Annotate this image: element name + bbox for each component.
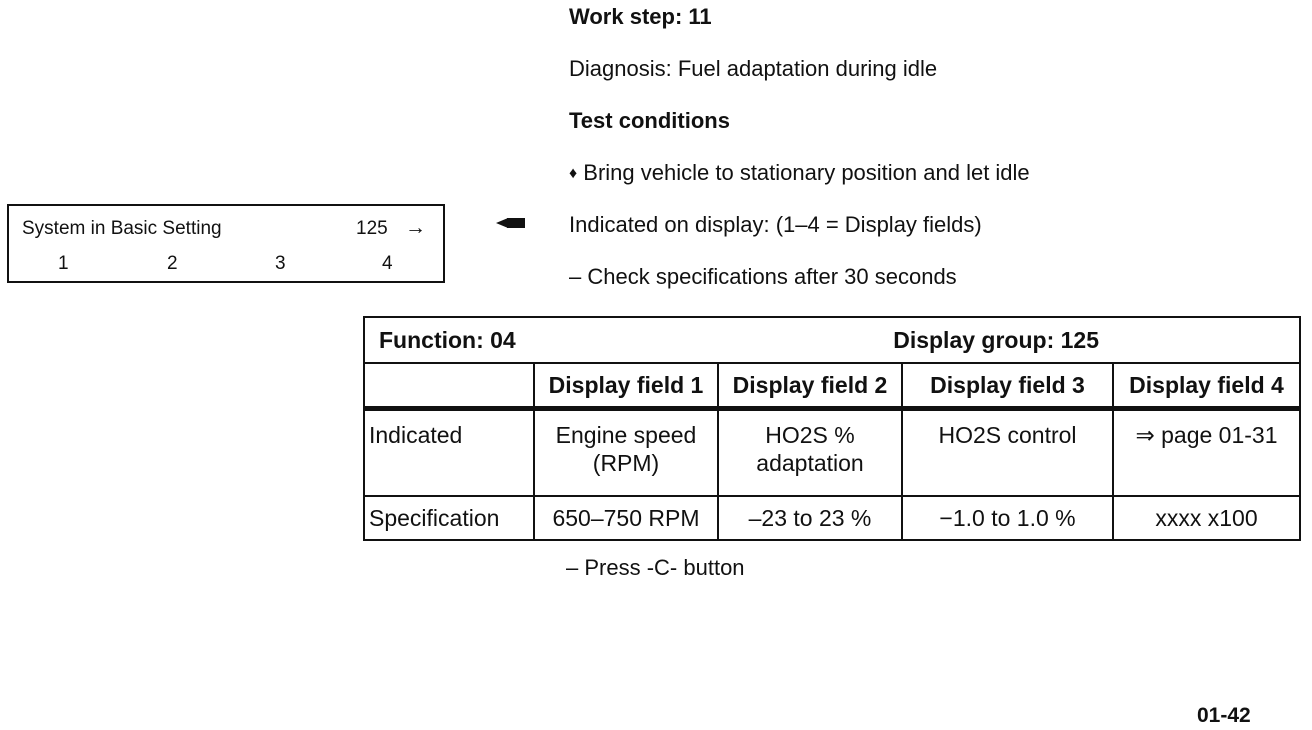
header-field-3: Display field 3 [902,363,1113,409]
function-label: Function: 04 [379,326,516,353]
display-text: System in Basic Setting [22,218,222,239]
indicated-field-2-line-2: adaptation [756,450,864,476]
display-field-3: 3 [275,253,286,274]
table-header-row [364,363,1300,409]
specification-table [363,316,1301,541]
check-text: Check specifications after 30 seconds [587,264,957,289]
table-row-indicated [364,409,1300,497]
header-field-1: Display field 1 [534,363,718,409]
condition-item [569,160,1030,186]
display-group-number: 125 [356,218,388,239]
display-group-label: Display group: 125 [893,326,1099,353]
page-number: 01-42 [1197,704,1251,727]
spec-field-1: 650–750 RPM [534,496,718,540]
press-line [566,555,745,581]
header-field-4: Display field 4 [1113,363,1300,409]
specification-label: Specification [364,496,534,540]
diamond-bullet-icon: ♦ [569,165,578,182]
table-title-row [364,317,1300,363]
header-field-2: Display field 2 [718,363,902,409]
indicated-line: Indicated on display: (1–4 = Display fields) [569,212,982,237]
dash-bullet: – [566,555,579,580]
display-field-4: 4 [382,253,393,274]
check-line [569,264,957,290]
display-field-1: 1 [58,253,69,274]
arrow-right-icon: → [405,216,426,239]
indicated-field-1-line-2: (RPM) [592,450,660,476]
display-field-2: 2 [167,253,178,274]
indicated-field-2 [718,409,902,497]
indicated-label: Indicated [364,409,534,497]
spec-field-4: xxxx x100 [1113,496,1300,540]
table-title-cell [364,317,1300,363]
spec-field-2: –23 to 23 % [718,496,902,540]
indicated-field-3 [902,409,1113,497]
display-box [7,204,445,283]
indicated-field-2-line-1: HO2S % [765,422,855,448]
pointer-arrow-icon [496,217,526,229]
indicated-field-3-line-1: HO2S control [938,422,1077,448]
diagnosis-line: Diagnosis: Fuel adaptation during idle [569,56,938,81]
header-empty [364,363,534,409]
condition-text: Bring vehicle to stationary position and let idle [583,160,1030,185]
test-conditions-heading: Test conditions [569,108,730,133]
page-reference-link: ⇒ page 01-31 [1135,422,1278,448]
spec-field-3: −1.0 to 1.0 % [902,496,1113,540]
indicated-field-1-line-1: Engine speed [555,422,697,448]
work-step-title: Work step: 11 [569,4,712,29]
indicated-field-1 [534,409,718,497]
press-text: Press -C- button [584,555,745,580]
indicated-field-4 [1113,409,1300,497]
table-row-specification [364,496,1300,540]
dash-bullet: – [569,264,582,289]
